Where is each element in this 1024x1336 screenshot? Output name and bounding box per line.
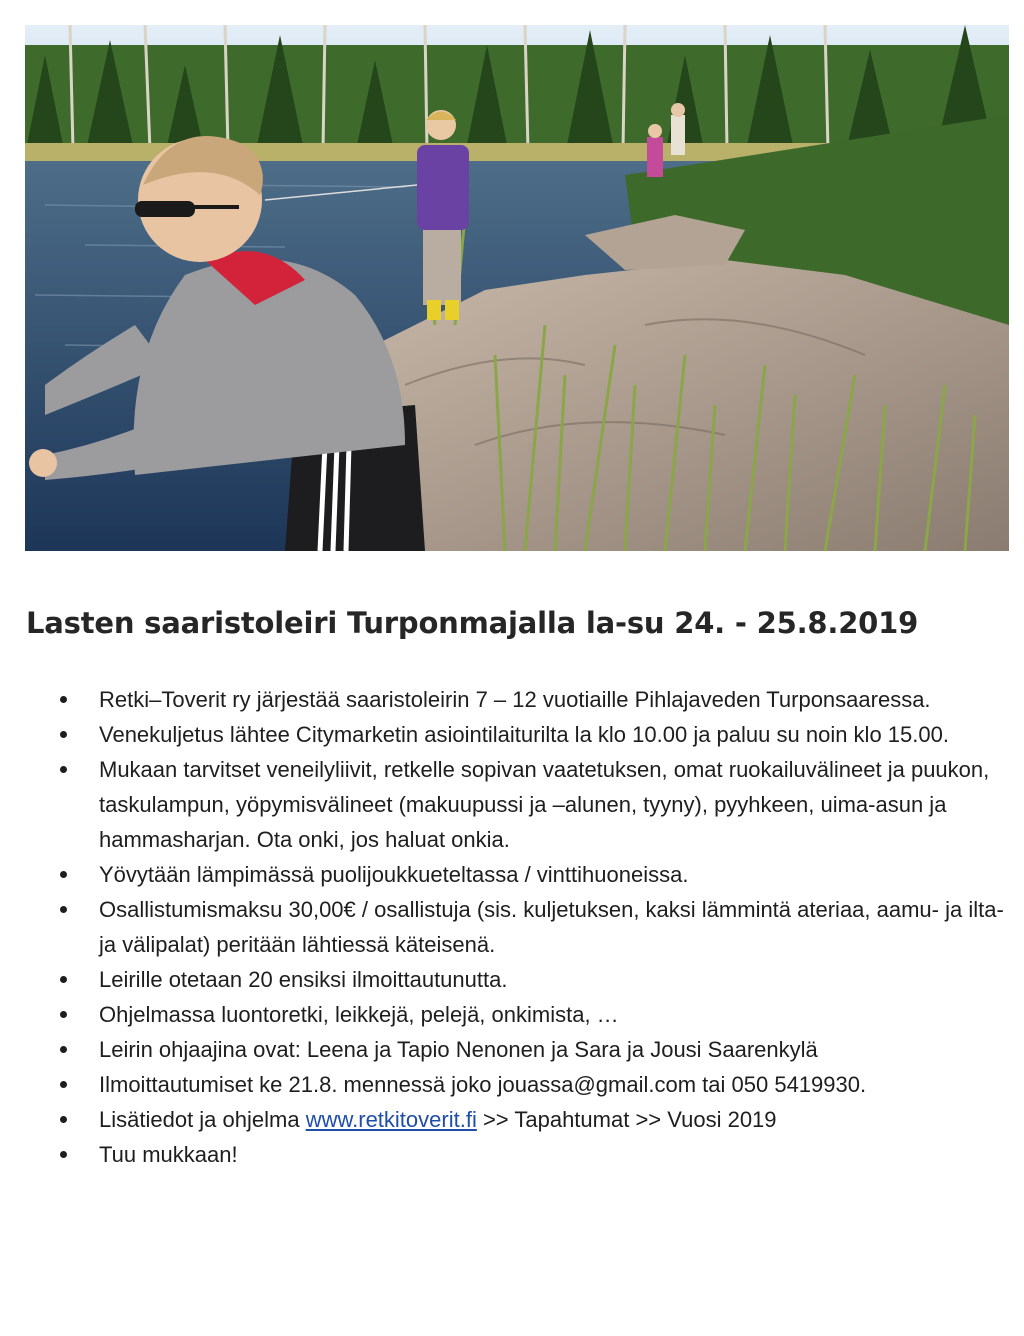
header-photo bbox=[25, 25, 1009, 551]
list-item: Retki–Toverit ry järjestää saaristoleirin 7 – 12 vuotiaille Pihlajaveden Turponsaaressa. bbox=[60, 682, 1010, 717]
list-item: Mukaan tarvitset veneilyliivit, retkelle sopivan vaatetuksen, omat ruokailuvälineet ja puukon, taskulampun, yöpymisvälineet (makuupussi ja –alunen, tyyny), pyyhkeen, uima-asun ja hammasharjan. Ota onki, jos haluat onkia. bbox=[60, 752, 1010, 857]
bullet-icon bbox=[60, 1116, 67, 1123]
bullet-icon bbox=[60, 731, 67, 738]
list-item: Tuu mukkaan! bbox=[60, 1137, 1010, 1172]
website-link[interactable]: www.retkitoverit.fi bbox=[305, 1107, 477, 1132]
bullet-icon bbox=[60, 766, 67, 773]
list-item: Osallistumismaksu 30,00€ / osallistuja (sis. kuljetuksen, kaksi lämmintä ateriaa, aamu- ja ilta- ja välipalat) peritään lähtiessä käteisenä. bbox=[60, 892, 1010, 962]
bullet-icon bbox=[60, 906, 67, 913]
bullet-icon bbox=[60, 1011, 67, 1018]
list-item: Ohjelmassa luontoretki, leikkejä, pelejä, onkimista, … bbox=[60, 997, 1010, 1032]
bullet-icon bbox=[60, 976, 67, 983]
list-item: Leirille otetaan 20 ensiksi ilmoittautunutta. bbox=[60, 962, 1010, 997]
list-item: Leirin ohjaajina ovat: Leena ja Tapio Nenonen ja Sara ja Jousi Saarenkylä bbox=[60, 1032, 1010, 1067]
page-title: Lasten saaristoleiri Turponmajalla la-su 24. - 25.8.2019 bbox=[26, 606, 919, 640]
bullet-icon bbox=[60, 1081, 67, 1088]
bullet-icon bbox=[60, 1151, 67, 1158]
list-item: Lisätiedot ja ohjelma www.retkitoverit.fi >> Tapahtumat >> Vuosi 2019 bbox=[60, 1102, 1010, 1137]
list-item: Venekuljetus lähtee Citymarketin asiointilaiturilta la klo 10.00 ja paluu su noin klo 15.00. bbox=[60, 717, 1010, 752]
bullet-icon bbox=[60, 1046, 67, 1053]
children-fishing-illustration bbox=[25, 25, 1009, 551]
list-item: Ilmoittautumiset ke 21.8. mennessä joko jouassa@gmail.com tai 050 5419930. bbox=[60, 1067, 1010, 1102]
bullet-icon bbox=[60, 696, 67, 703]
bullet-icon bbox=[60, 871, 67, 878]
list-item: Yövytään lämpimässä puolijoukkueteltassa / vinttihuoneissa. bbox=[60, 857, 1010, 892]
info-list bbox=[60, 682, 1010, 1172]
